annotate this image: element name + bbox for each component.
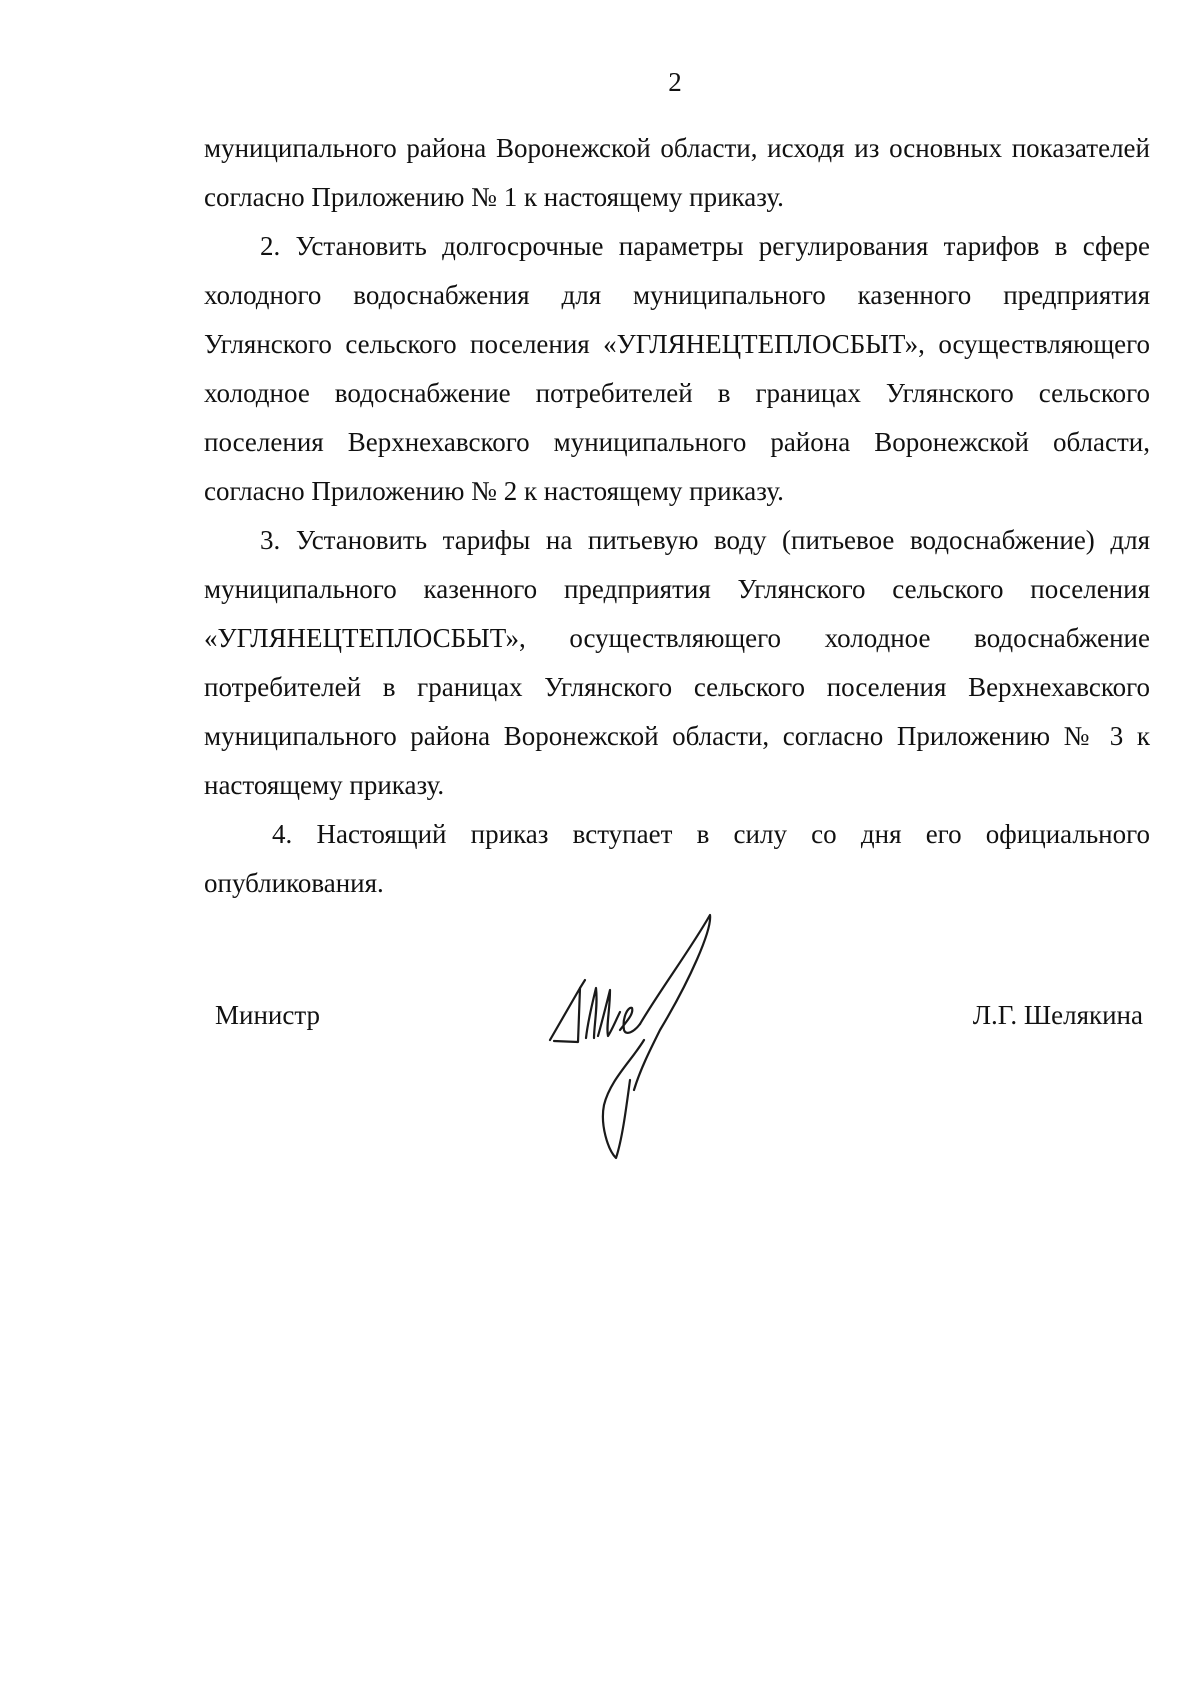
paragraph-item-4: 4. Настоящий приказ вступает в силу со дня его официального опубликования. <box>204 819 1150 898</box>
handwritten-signature <box>540 910 760 1160</box>
paragraph-item-2: 2. Установить долгосрочные параметры регулирования тарифов в сфере холодного водоснабжения для муниципального казенного предприятия Углянского сельского поселения «УГЛЯНЕЦТЕПЛОСБЫТ», осуществляющего холодное водоснабжение потребителей в границах Углянского сельского поселения Верхнехавского муниципального района Воронежской области, согласно Приложению № 2 к настоящему приказу. <box>204 231 1150 506</box>
paragraph-item-3: 3. Установить тарифы на питьевую воду (питьевое водоснабжение) для муниципального казенного предприятия Углянского сельского поселения «УГЛЯНЕЦТЕПЛОСБЫТ», осуществляющего холодное водоснабжение потребителей в границах Углянского сельского поселения Верхнехавского муниципального района Воронежской области, согласно Приложению № 3 к настоящему приказу. <box>204 525 1150 800</box>
document-body <box>204 124 1150 908</box>
signer-title: Министр <box>215 1000 320 1030</box>
signer-name: Л.Г. Шелякина <box>972 1000 1143 1030</box>
paragraph-continuation: муниципального района Воронежской области, исходя из основных показателей согласно Приложению № 1 к настоящему приказу. <box>204 133 1150 212</box>
page-number: 2 <box>668 67 682 97</box>
